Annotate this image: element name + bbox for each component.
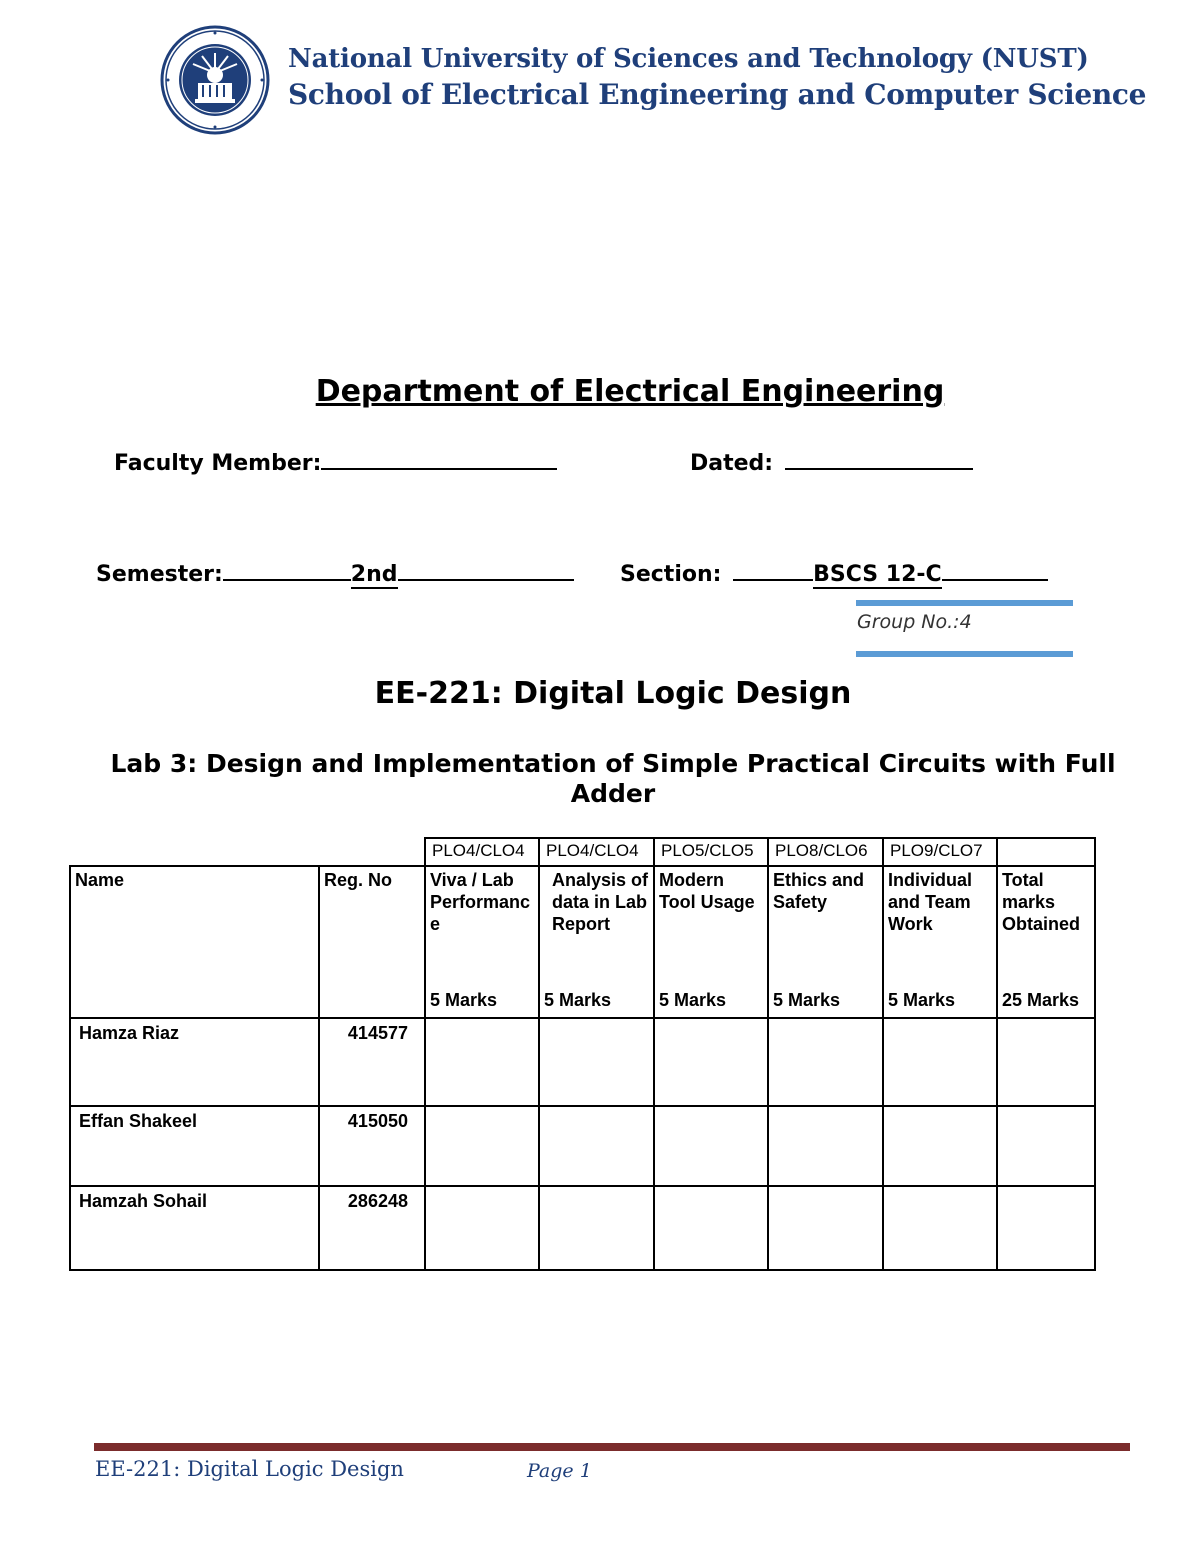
marks-cell[interactable] — [997, 1018, 1095, 1106]
department-title: Department of Electrical Engineering — [315, 374, 945, 409]
university-name: National University of Sciences and Technology (NUST) — [288, 44, 1089, 74]
marks-cell[interactable] — [883, 1018, 997, 1106]
marks-cell[interactable] — [539, 1186, 654, 1270]
plo-code — [998, 839, 1094, 841]
student-reg: 286248 — [347, 1191, 408, 1211]
criteria-label: Modern Tool Usage — [659, 870, 755, 912]
marks-cell[interactable] — [654, 1186, 768, 1270]
student-reg-cell — [319, 1186, 425, 1270]
name-header-cell — [70, 866, 319, 1018]
student-reg: 414577 — [347, 1023, 408, 1043]
group-bottom-rule — [856, 651, 1073, 657]
student-name: Hamza Riaz — [79, 1023, 180, 1043]
student-name-cell — [70, 1186, 319, 1270]
marks-cell[interactable] — [539, 1018, 654, 1106]
plo-cell — [425, 838, 539, 866]
criteria-marks: 5 Marks — [544, 990, 612, 1010]
criteria-label: Ethics and Safety — [773, 870, 865, 912]
student-name-cell — [70, 1018, 319, 1106]
name-header: Name — [75, 870, 125, 890]
plo-cell — [768, 838, 883, 866]
marks-cell[interactable] — [997, 1186, 1095, 1270]
section-value: BSCS 12-C — [813, 562, 942, 587]
marks-cell[interactable] — [768, 1106, 883, 1186]
student-row — [70, 1106, 1095, 1186]
criteria-header-cell — [883, 866, 997, 1018]
marks-cell[interactable] — [425, 1186, 539, 1270]
plo-row — [70, 838, 1095, 866]
plo-cell — [539, 838, 654, 866]
semester-blank-right — [398, 557, 574, 581]
section-blank-left — [733, 557, 813, 581]
marks-cell[interactable] — [654, 1018, 768, 1106]
plo-code: PLO9/CLO7 — [890, 841, 983, 860]
marks-cell[interactable] — [425, 1106, 539, 1186]
header-row — [70, 866, 1095, 1018]
plo-code: PLO5/CLO5 — [661, 841, 754, 860]
plo-code: PLO4/CLO4 — [546, 841, 639, 860]
school-name: School of Electrical Engineering and Computer Science — [288, 78, 1147, 111]
criteria-header-cell — [425, 866, 539, 1018]
criteria-label: Analysis of data in Lab Report — [552, 870, 649, 934]
faculty-member-label: Faculty Member: — [114, 451, 322, 476]
criteria-marks: 5 Marks — [773, 990, 841, 1010]
student-reg-cell — [319, 1106, 425, 1186]
footer-course-title: EE-221: Digital Logic Design — [95, 1457, 404, 1481]
dated-blank — [785, 446, 973, 470]
criteria-marks: 5 Marks — [888, 990, 956, 1010]
plo-cell — [997, 838, 1095, 866]
student-name: Effan Shakeel — [79, 1111, 198, 1131]
footer-rule — [94, 1443, 1130, 1451]
semester-blank-left — [223, 557, 351, 581]
section-label: Section: — [620, 562, 722, 587]
criteria-label: Viva / Lab Performanc e — [430, 870, 531, 934]
footer-page-number: Page 1 — [527, 1460, 592, 1482]
student-name-cell — [70, 1106, 319, 1186]
criteria-header-cell — [997, 866, 1095, 1018]
student-row — [70, 1186, 1095, 1270]
marks-table — [69, 837, 1096, 1271]
reg-header: Reg. No — [324, 870, 393, 890]
plo-cell — [654, 838, 768, 866]
reg-header-cell — [319, 866, 425, 1018]
faculty-member-blank — [321, 446, 557, 470]
plo-code: PLO8/CLO6 — [775, 841, 868, 860]
marks-cell[interactable] — [425, 1018, 539, 1106]
student-name: Hamzah Sohail — [79, 1191, 208, 1211]
group-number: Group No.:4 — [857, 611, 972, 633]
faculty-member-field — [114, 446, 557, 476]
dated-label: Dated: — [690, 451, 774, 476]
group-top-rule — [856, 600, 1073, 606]
plo-blank-cell — [70, 838, 425, 866]
criteria-label: Individual and Team Work — [888, 870, 973, 934]
semester-field — [96, 557, 574, 587]
marks-cell[interactable] — [654, 1106, 768, 1186]
plo-code: PLO4/CLO4 — [432, 841, 525, 860]
dated-field — [690, 446, 973, 476]
marks-cell[interactable] — [768, 1018, 883, 1106]
criteria-marks: 5 Marks — [430, 990, 498, 1010]
section-blank-right — [942, 557, 1048, 581]
marks-cell[interactable] — [997, 1106, 1095, 1186]
student-reg-cell — [319, 1018, 425, 1106]
marks-cell[interactable] — [539, 1106, 654, 1186]
criteria-header-cell — [768, 866, 883, 1018]
nust-logo — [160, 25, 270, 135]
criteria-header-cell — [539, 866, 654, 1018]
criteria-marks: 25 Marks — [1002, 990, 1080, 1010]
criteria-label: Total marks Obtained — [1002, 870, 1081, 934]
student-reg: 415050 — [347, 1111, 408, 1131]
marks-cell[interactable] — [883, 1186, 997, 1270]
marks-cell[interactable] — [883, 1106, 997, 1186]
criteria-header-cell — [654, 866, 768, 1018]
student-row — [70, 1018, 1095, 1106]
criteria-marks: 5 Marks — [659, 990, 727, 1010]
lab-title: Lab 3: Design and Implementation of Simple Practical Circuits with Full Adder — [110, 749, 1116, 808]
section-field — [620, 557, 1048, 587]
plo-cell — [883, 838, 997, 866]
semester-value: 2nd — [350, 562, 398, 587]
semester-label: Semester: — [96, 562, 223, 587]
course-title: EE-221: Digital Logic Design — [374, 676, 852, 711]
marks-cell[interactable] — [768, 1186, 883, 1270]
